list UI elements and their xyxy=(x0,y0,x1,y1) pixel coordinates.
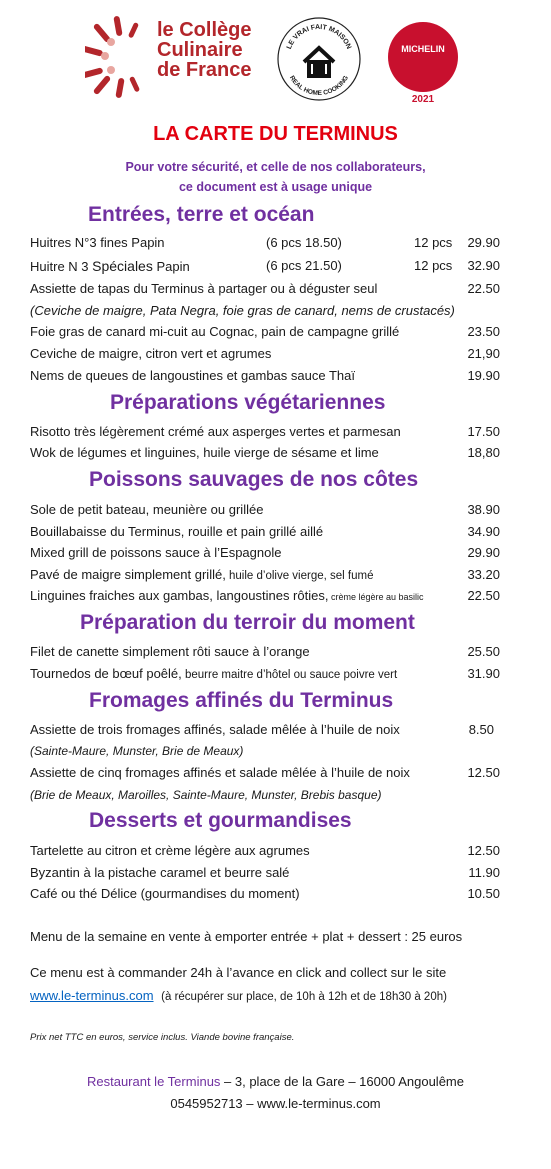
item-name: Mixed grill de poissons sauce à l’Espagnole xyxy=(30,545,282,560)
college-culinaire-logo xyxy=(85,12,275,100)
item-name: Huitres N°3 fines Papin xyxy=(30,235,165,250)
menu-row xyxy=(30,884,500,904)
item-name xyxy=(30,256,190,277)
menu-row xyxy=(30,279,500,299)
item-detail: huile d’olive vierge, sel fumé xyxy=(225,570,374,582)
college-wordmark xyxy=(157,20,251,80)
item-price: 32.90 xyxy=(467,258,500,273)
item-price: 22.50 xyxy=(467,281,500,296)
michelin-badge xyxy=(388,22,460,112)
section-terroir: Préparation du terroir du moment xyxy=(80,611,415,634)
item-price: 38.90 xyxy=(467,502,500,517)
item-name: Sole de petit bateau, meunière ou grillée xyxy=(30,502,264,517)
menu-row xyxy=(30,543,500,563)
menu-row xyxy=(30,586,500,606)
menu-row xyxy=(30,565,500,585)
item-note: (Sainte-Maure, Munster, Brie de Meaux) xyxy=(30,744,244,758)
vfm-top-text: LE VRAI FAIT MAISON xyxy=(285,23,353,51)
item-name xyxy=(30,565,373,586)
item-price: 17.50 xyxy=(467,424,500,439)
item-price: 23.50 xyxy=(467,324,500,339)
menu-row xyxy=(30,422,500,442)
item-name: Risotto très légèrement crémé aux asperges vertes et parmesan xyxy=(30,424,401,439)
item-price: 12.50 xyxy=(467,765,500,780)
item-price: 8.50 xyxy=(468,722,494,737)
menu-row xyxy=(30,344,500,364)
section-entrees: Entrées, terre et océan xyxy=(88,203,315,226)
item-price: 19.90 xyxy=(467,368,500,383)
item-name-part: Linguines fraiches aux gambas, langoustines rôties, xyxy=(30,588,329,603)
item-name-emphasis: Spéciales xyxy=(92,258,153,274)
menu-row xyxy=(30,642,500,662)
item-price: 12.50 xyxy=(467,843,500,858)
item-half-price: (6 pcs 18.50) xyxy=(266,235,342,250)
order-note: Ce menu est à commander 24h à l’avance en click and collect sur le site xyxy=(30,965,447,980)
menu-row xyxy=(30,863,500,883)
item-qty: 12 pcs xyxy=(414,235,453,250)
menu-row xyxy=(30,664,500,684)
menu-row xyxy=(30,720,500,740)
section-desserts: Desserts et gourmandises xyxy=(89,809,352,832)
price-disclaimer: Prix net TTC en euros, service inclus. Viande bovine française. xyxy=(30,1032,295,1043)
item-name: Assiette de trois fromages affinés, salade mêlée à l’huile de noix xyxy=(30,722,400,737)
section-cheese: Fromages affinés du Terminus xyxy=(89,689,394,712)
restaurant-address: – 3, place de la Gare – 16000 Angoulême xyxy=(220,1074,464,1089)
safety-notice xyxy=(0,157,551,197)
item-half-price: (6 pcs 21.50) xyxy=(266,258,342,273)
item-price: 29.90 xyxy=(467,235,500,250)
item-price: 34.90 xyxy=(467,524,500,539)
item-qty: 12 pcs xyxy=(414,258,453,273)
menu-row xyxy=(30,763,500,783)
website-line xyxy=(30,986,447,1007)
item-detail: crème légère au basilic xyxy=(328,592,424,602)
item-note: (Brie de Meaux, Maroilles, Sainte-Maure, Munster, Brebis basque) xyxy=(30,788,382,802)
menu-row xyxy=(30,841,500,861)
vfm-bottom-text: REAL HOME COOKING xyxy=(287,74,351,98)
item-price: 21,90 xyxy=(467,346,500,361)
item-price: 25.50 xyxy=(467,644,500,659)
item-name: Assiette de cinq fromages affinés et salade mêlée à l’huile de noix xyxy=(30,765,410,780)
item-price: 18,80 xyxy=(467,445,500,460)
restaurant-name: Restaurant le Terminus xyxy=(86,1074,221,1089)
item-name-part: Papin xyxy=(152,259,190,274)
item-name: Nems de queues de langoustines et gambas sauce Thaï xyxy=(30,368,355,383)
weekly-menu-note: Menu de la semaine en vente à emporter entrée + plat + dessert : 25 euros xyxy=(30,929,463,944)
menu-row xyxy=(30,443,500,463)
menu-row xyxy=(30,256,500,276)
item-name: Byzantin à la pistache caramel et beurre salé xyxy=(30,865,290,880)
pickup-hours: (à récupérer sur place, de 10h à 12h et de 18h30 à 20h) xyxy=(161,991,447,1003)
item-price: 29.90 xyxy=(467,545,500,560)
item-price: 31.90 xyxy=(467,666,500,681)
item-name-part: Pavé de maigre simplement grillé, xyxy=(30,567,226,582)
item-note: (Ceviche de maigre, Pata Negra, foie gras de canard, nems de crustacés) xyxy=(30,303,455,318)
college-line-3: de France xyxy=(157,59,252,81)
item-price: 11.90 xyxy=(468,865,500,880)
item-name: Café ou thé Délice (gourmandises du moment) xyxy=(30,886,300,901)
vrai-fait-maison-logo xyxy=(276,16,362,102)
item-name-part: Tournedos de bœuf poêlé, xyxy=(30,666,182,681)
item-name: Filet de canette simplement rôti sauce à l’orange xyxy=(30,644,310,659)
item-name: Tartelette au citron et crème légère aux agrumes xyxy=(30,843,310,858)
menu-row xyxy=(30,522,500,542)
page-title: LA CARTE DU TERMINUS xyxy=(153,123,398,145)
section-fish: Poissons sauvages de nos côtes xyxy=(89,468,419,491)
item-price: 10.50 xyxy=(467,886,500,901)
michelin-year: 2021 xyxy=(411,94,435,105)
section-vegetarian: Préparations végétariennes xyxy=(110,391,386,414)
logo-bar xyxy=(0,10,551,110)
item-name: Wok de légumes et linguines, huile vierge de sésame et lime xyxy=(30,445,379,460)
item-name: Ceviche de maigre, citron vert et agrumes xyxy=(30,346,272,361)
college-line-1: le Collège xyxy=(157,19,252,41)
item-name xyxy=(30,664,397,685)
notice-line-1: Pour votre sécurité, et celle de nos collaborateurs, xyxy=(125,160,426,174)
website-link[interactable]: www.le-terminus.com xyxy=(30,988,154,1003)
menu-row xyxy=(30,366,500,386)
notice-line-2: ce document est à usage unique xyxy=(178,180,373,194)
college-line-2: Culinaire xyxy=(157,39,243,61)
item-name xyxy=(30,586,424,607)
item-name: Foie gras de canard mi-cuit au Cognac, pain de campagne grillé xyxy=(30,324,400,339)
item-price: 22.50 xyxy=(467,588,500,603)
item-name-part: Huitre N 3 xyxy=(30,259,93,274)
college-burst-icon xyxy=(85,12,155,100)
footer-contact: 0545952713 – www.le-terminus.com xyxy=(170,1096,381,1111)
item-price: 33.20 xyxy=(467,567,500,582)
item-detail: beurre maitre d’hôtel ou sauce poivre vert xyxy=(181,669,398,681)
menu-row xyxy=(30,500,500,520)
michelin-circle xyxy=(388,22,458,92)
item-name: Assiette de tapas du Terminus à partager ou à déguster seul xyxy=(30,281,378,296)
footer-address xyxy=(0,1074,551,1089)
item-name: Bouillabaisse du Terminus, rouille et pain grillé aillé xyxy=(30,524,324,539)
menu-row xyxy=(30,233,500,253)
menu-row xyxy=(30,322,500,342)
michelin-label: MICHELIN xyxy=(401,44,445,54)
